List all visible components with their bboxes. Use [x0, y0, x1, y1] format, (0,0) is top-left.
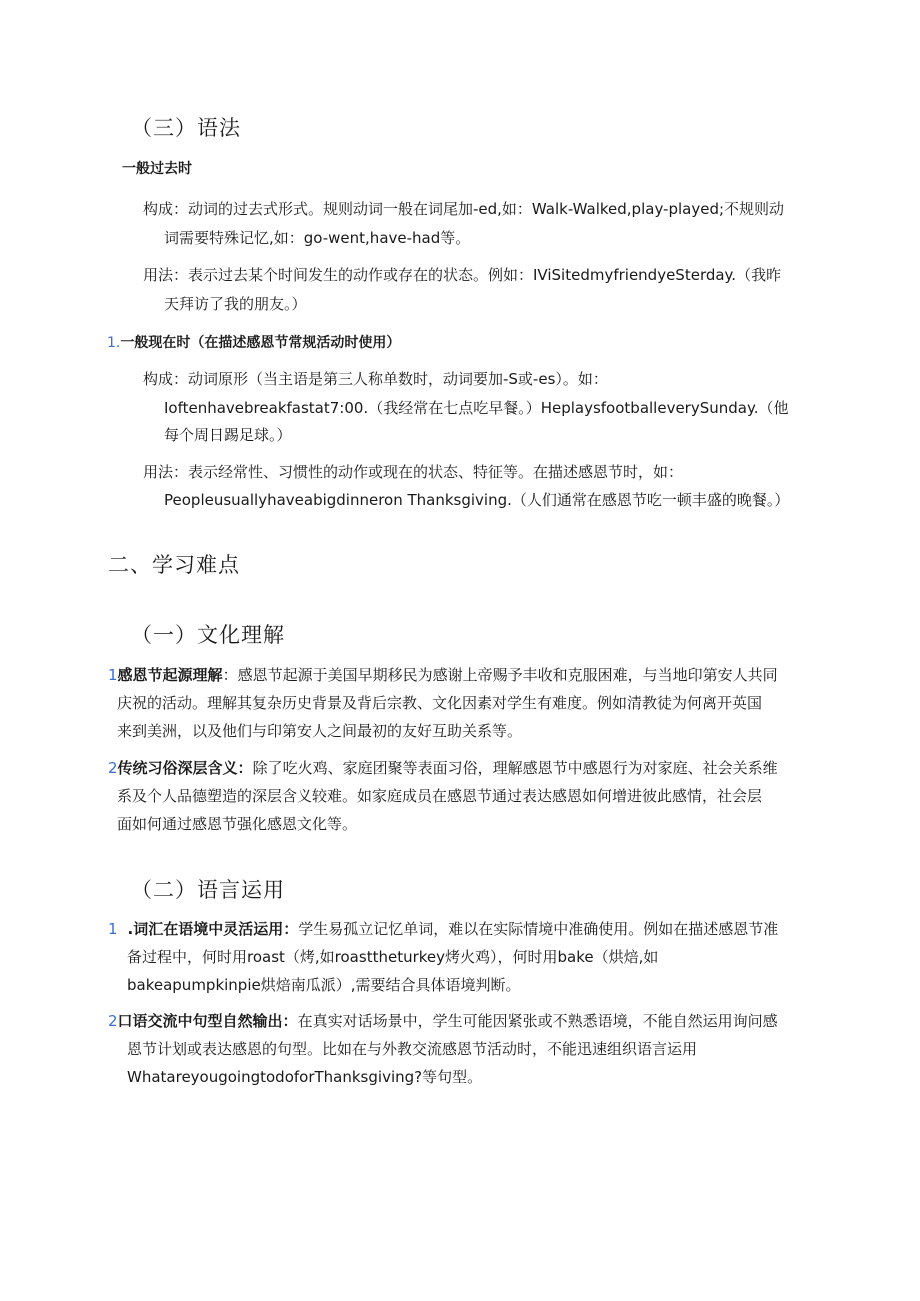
present-simple-form-line1: 构成：动词原形（当主语是第三人称单数时，动词要加-S或-es）。如：: [143, 370, 608, 388]
language-item1-text: 学生易孤立记忆单词，难以在实际情境中准确使用。例如在描述感恩节准: [298, 920, 779, 938]
present-simple-usage-line1: 用法：表示经常性、习惯性的动作或现在的状态、特征等。在描述感恩节时，如：: [143, 463, 684, 481]
culture-item2-title: 传统习俗深层含义：: [117, 759, 253, 777]
culture-item1-line2: 庆祝的活动。理解其复杂历史背景及背后宗教、文化因素对学生有难度。例如清教徒为何离开英国: [117, 694, 763, 712]
language-item2-line3: WhatareyougoingtodoforThanksgiving?等句型。: [127, 1068, 483, 1086]
past-simple-title: 一般过去时: [122, 161, 192, 177]
culture-item2-line3: 面如何通过感恩节强化感恩文化等。: [117, 815, 358, 833]
past-simple-form-line1: 构成：动词的过去式形式。规则动词一般在词尾加-ed,如：Walk-Walked,play-played;不规则动: [143, 200, 785, 218]
culture-heading: （一）文化理解: [131, 623, 285, 647]
culture-item1-text: ：感恩节起源于美国早期移民为感谢上帝赐予丰收和克服困难，与当地印第安人共同: [222, 666, 778, 684]
culture-item1-line3: 来到美洲，以及他们与印第安人之间最初的友好互助关系等。: [117, 722, 523, 740]
difficulties-heading: 二、学习难点: [108, 553, 240, 577]
culture-item2-number: 2: [108, 759, 118, 777]
culture-item2-text: 除了吃火鸡、家庭团聚等表面习俗，理解感恩节中感恩行为对家庭、社会关系维: [252, 759, 778, 777]
language-item2-number: 2: [108, 1012, 118, 1030]
culture-item1-title: 感恩节起源理解: [117, 666, 223, 684]
past-simple-usage-line1: 用法：表示过去某个时间发生的动作或存在的状态。例如：IViSitedmyfriendyeSterday.（我昨: [143, 266, 782, 284]
culture-item2-line1: [108, 754, 778, 783]
grammar-heading: （三）语法: [131, 116, 241, 140]
language-item2-text: 在真实对话场景中，学生可能因紧张或不熟悉语境，不能自然运用询问感: [297, 1012, 778, 1030]
language-item1-line3: bakeapumpkinpie烘焙南瓜派）,需要结合具体语境判断。: [127, 976, 521, 994]
language-item1-title: .词汇在语境中灵活运用：: [127, 920, 299, 938]
language-item1-number: 1: [108, 920, 118, 938]
present-simple-title-text: 一般现在时（在描述感恩节常规活动时使用）: [120, 335, 401, 351]
culture-item1-number: 1: [108, 666, 118, 684]
past-simple-usage-line2: 天拜访了我的朋友。）: [164, 295, 307, 313]
language-heading: （二）语言运用: [131, 878, 285, 902]
culture-item2-line2: 系及个人品德塑造的深层含义较难。如家庭成员在感恩节通过表达感恩如何增进彼此感情，社会层: [117, 787, 763, 805]
culture-item1-line1: [108, 661, 778, 690]
present-simple-title: [107, 332, 400, 352]
present-simple-form-line3: 每个周日踢足球。）: [164, 426, 292, 444]
language-item2-line2: 恩节计划或表达感恩的句型。比如在与外教交流感恩节活动时，不能迅速组织语言运用: [127, 1040, 698, 1058]
language-item2-line1: [108, 1007, 778, 1036]
present-simple-usage-line2: Peopleusuallyhaveabigdinneron Thanksgiving.（人们通常在感恩节吃一顿丰盛的晚餐。）: [164, 491, 790, 509]
present-simple-form-line2: Ioftenhavebreakfastat7:00.（我经常在七点吃早餐。）HeplaysfootballeverySunday.（他: [164, 399, 789, 417]
past-simple-form-line2: 词需要特殊记忆,如：go-went,have-had等。: [164, 229, 471, 247]
present-simple-number: 1.: [107, 335, 121, 351]
language-item1-line1: [108, 915, 778, 944]
language-item2-title: 口语交流中句型自然输出：: [117, 1012, 298, 1030]
language-item1-line2: 备过程中，何时用roast（烤,如roasttheturkey烤火鸡），何时用bake（烘焙,如: [127, 948, 659, 966]
